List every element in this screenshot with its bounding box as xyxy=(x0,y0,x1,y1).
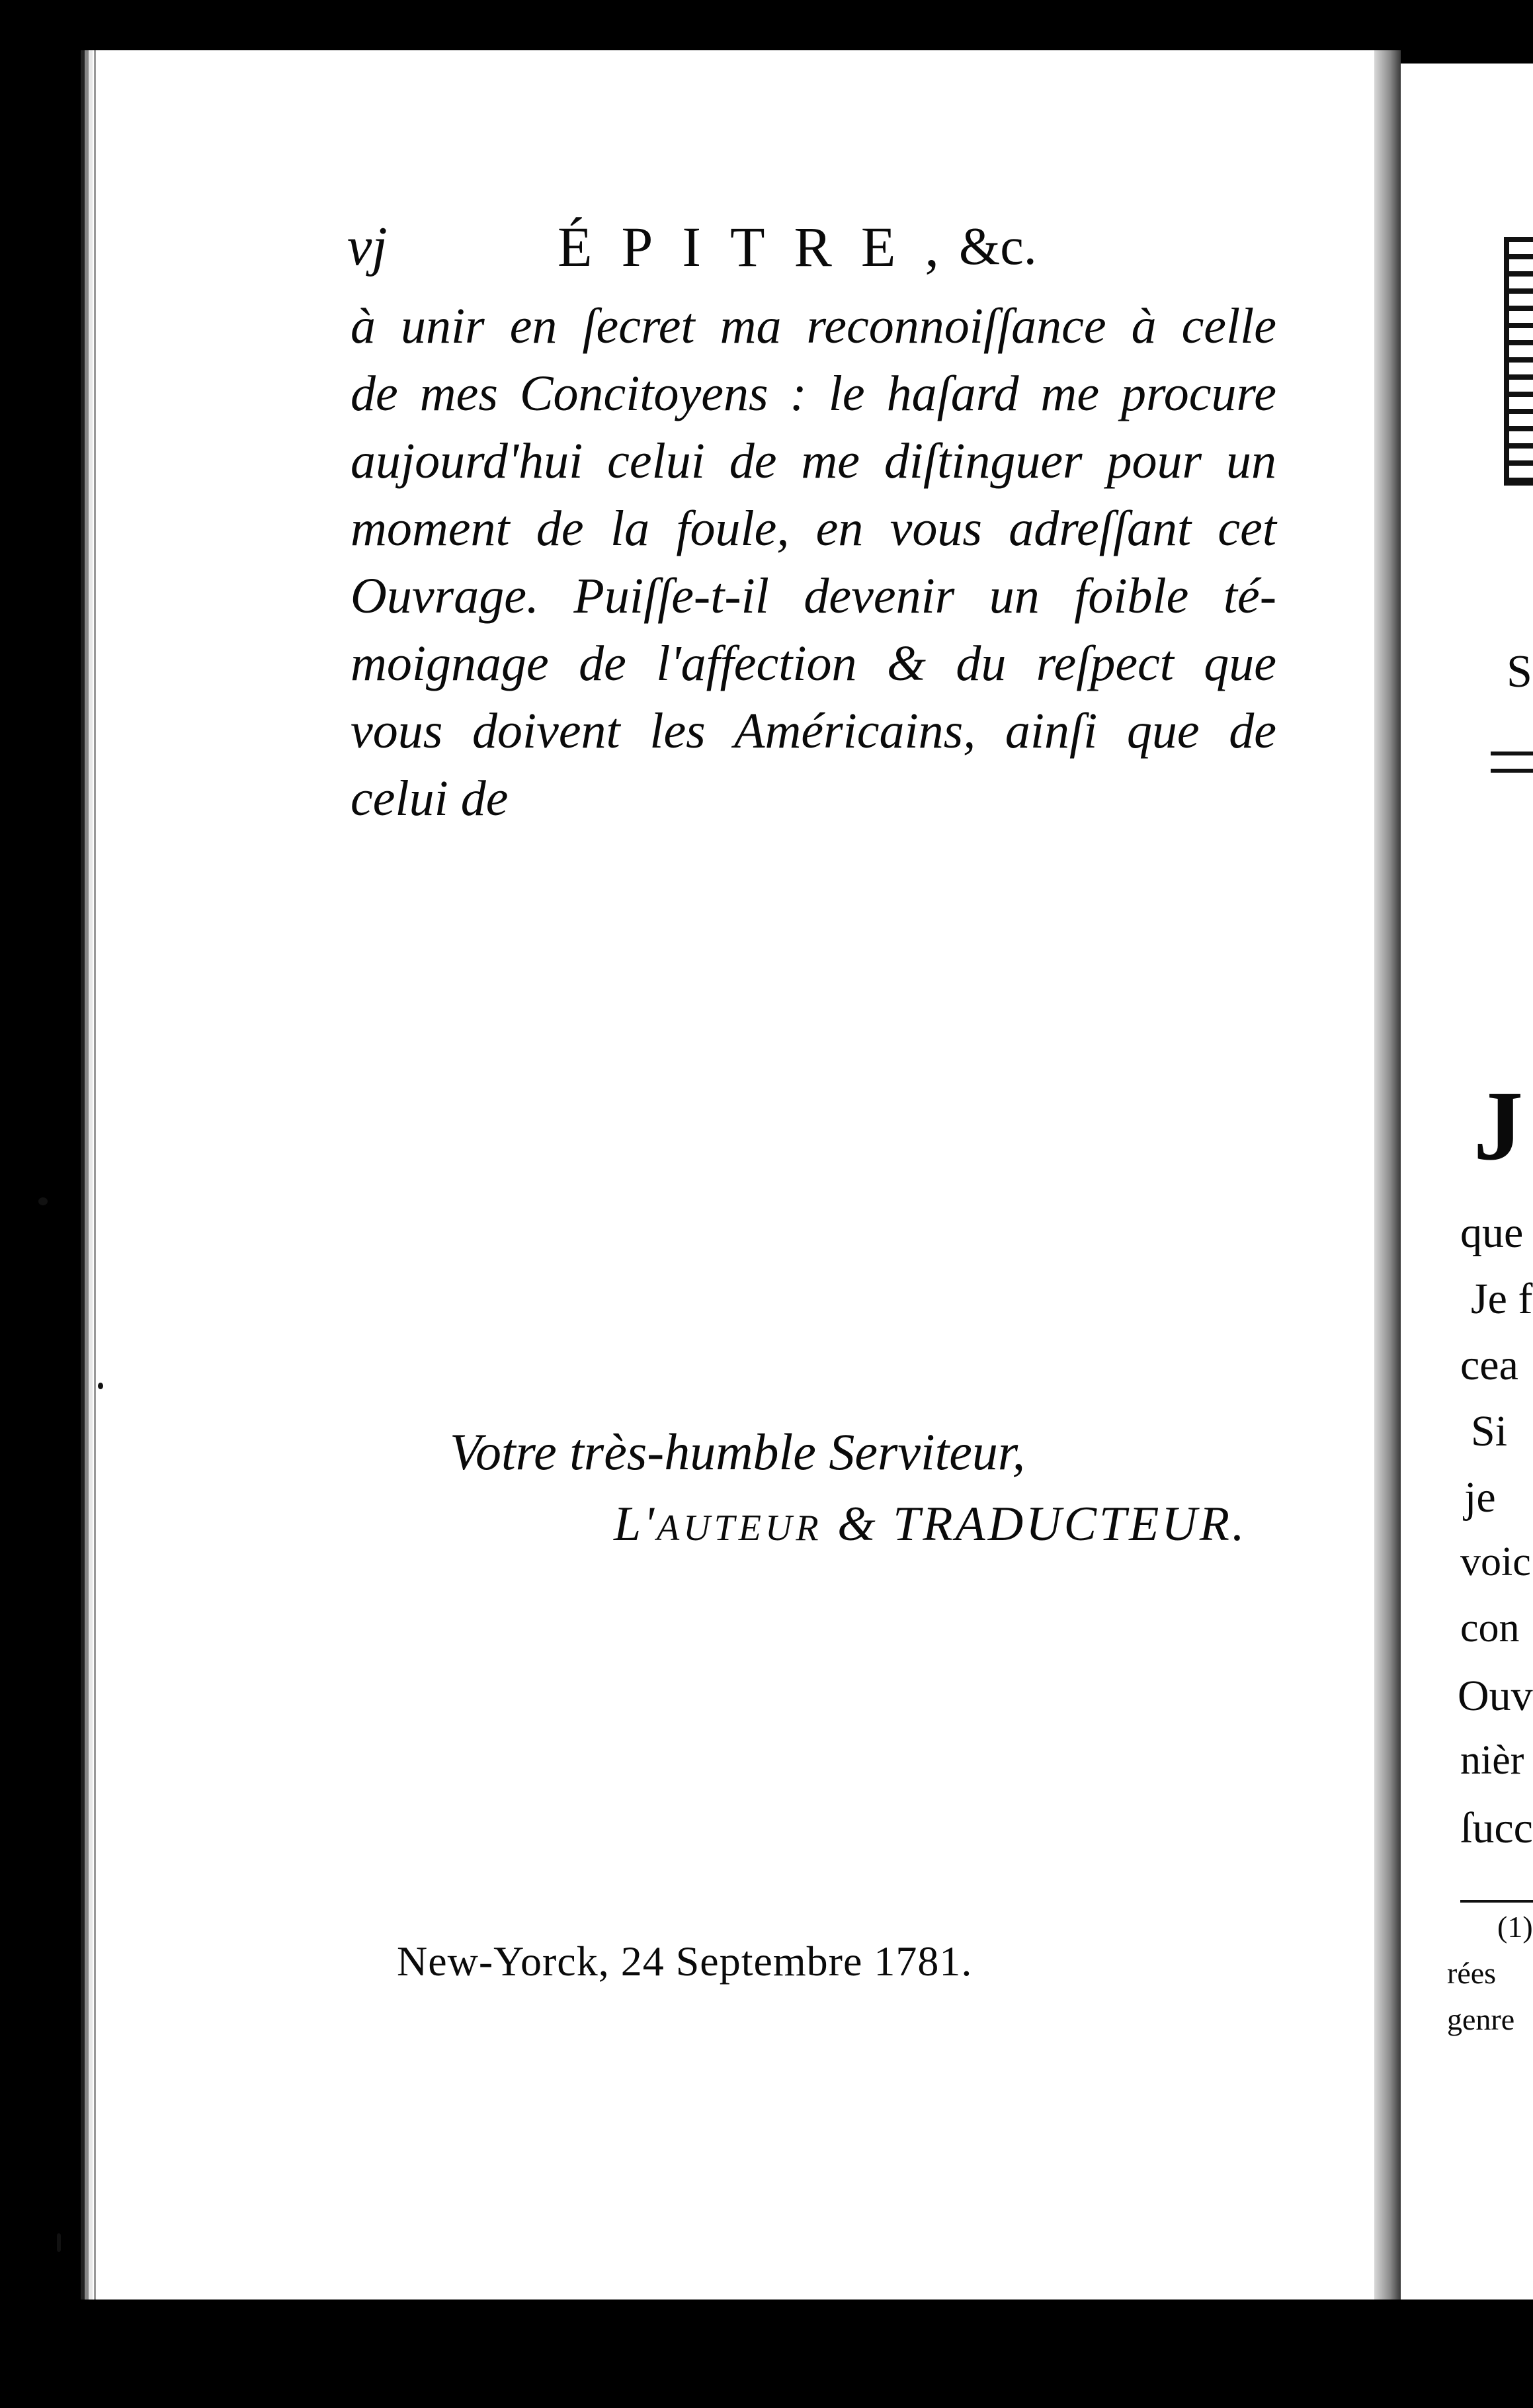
page-number: vj xyxy=(347,216,388,277)
right-footnote-fragment: genre xyxy=(1447,2002,1515,2036)
ink-speck xyxy=(98,1383,103,1389)
text-line: de mes Concitoyens : le haſard me procure xyxy=(351,366,1276,421)
right-line-fragment: que xyxy=(1460,1209,1524,1257)
body-paragraph xyxy=(351,292,1276,832)
text-line: moignage de l'affection & du reſpect que xyxy=(351,636,1276,691)
double-rule xyxy=(1491,752,1533,773)
ink-speck xyxy=(57,2233,61,2252)
header-title: ÉPITRE, xyxy=(558,215,968,279)
text-line: à unir en ſecret ma reconnoiſſance à celle xyxy=(351,298,1276,354)
text-line: celui de xyxy=(351,771,509,826)
right-line-fragment: nièr xyxy=(1460,1738,1524,1783)
text-line: vous doivent les Américains, ainſi que de xyxy=(351,703,1276,759)
right-line-fragment: con xyxy=(1460,1606,1520,1651)
right-line-fragment: ſucc xyxy=(1460,1804,1533,1852)
right-line-fragment: Si xyxy=(1471,1407,1508,1455)
book-gutter xyxy=(1374,50,1401,2300)
signature-traducteur-text: TRADUCTEUR. xyxy=(893,1497,1247,1551)
signature-article: L' xyxy=(614,1497,657,1551)
running-header xyxy=(268,210,1392,283)
right-heading-fragment: S xyxy=(1507,646,1532,697)
closing-salutation: Votre très-humble Serviteur, xyxy=(450,1423,1026,1481)
right-line-fragment: cea xyxy=(1460,1341,1518,1389)
dateline: New-Yorck, 24 Septembre 1781. xyxy=(397,1938,973,1985)
header-etc: &c. xyxy=(959,218,1037,276)
text-line: Ouvrage. Puiſſe-t-il devenir un foible té- xyxy=(351,568,1276,624)
ornament-border xyxy=(1504,237,1533,486)
right-footnote-fragment: rées xyxy=(1447,1956,1497,1990)
right-footnote-fragment: (1) xyxy=(1497,1910,1533,1944)
page-edge-line xyxy=(94,50,96,2300)
right-page xyxy=(1401,64,1533,2300)
footnote-rule xyxy=(1460,1900,1533,1903)
ink-speck xyxy=(38,1197,48,1205)
signature-auteur: AUTEUR xyxy=(656,1508,823,1549)
right-line-fragment: Ouv xyxy=(1458,1672,1533,1720)
signature-traducteur xyxy=(893,1497,1247,1551)
text-line: aujourd'hui celui de me diſtinguer pour un xyxy=(351,433,1276,489)
right-line-fragment: voic xyxy=(1460,1539,1531,1584)
closing-signature xyxy=(614,1496,1247,1553)
right-line-fragment: je xyxy=(1464,1473,1496,1522)
right-dropcap-fragment: J xyxy=(1473,1071,1523,1181)
signature-ampersand: & xyxy=(822,1497,893,1551)
text-line: moment de la foule, en vous adreſſant cet xyxy=(351,501,1276,556)
right-line-fragment: Je f xyxy=(1471,1275,1533,1323)
